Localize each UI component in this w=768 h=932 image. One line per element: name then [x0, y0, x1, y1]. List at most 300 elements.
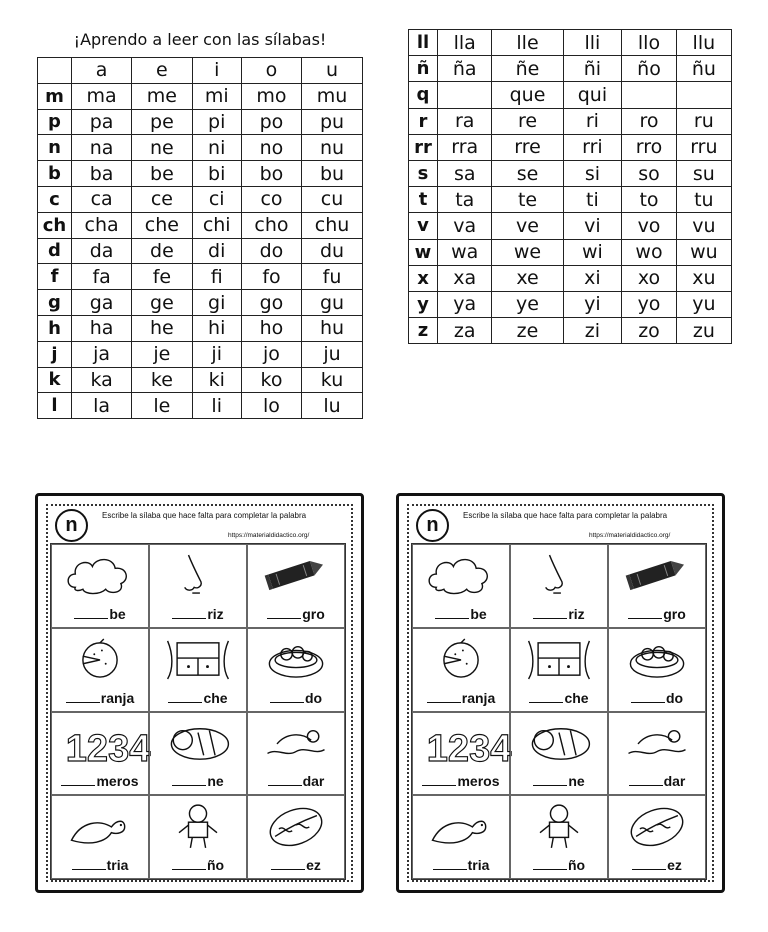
syllable-cell: pa	[72, 109, 132, 135]
table-row	[38, 238, 363, 264]
syllable-cell: ka	[72, 367, 132, 393]
word-ending: tria	[106, 857, 129, 873]
consonant-cell: j	[38, 341, 72, 367]
syllable-cell: ha	[72, 315, 132, 341]
fill-in-word	[154, 606, 242, 622]
syllable-cell	[622, 82, 676, 108]
word-ending: gro	[302, 605, 325, 622]
worksheet-item	[247, 628, 345, 712]
table-row	[38, 341, 363, 367]
word-ending: gro	[663, 605, 686, 622]
worksheet-item	[51, 628, 149, 712]
answer-blank[interactable]	[533, 609, 567, 619]
syllable-cell: wo	[622, 239, 676, 265]
consonant-cell: v	[409, 213, 438, 239]
answer-blank[interactable]	[422, 776, 456, 786]
syllable-cell: ma	[72, 83, 132, 109]
syllable-cell: pe	[132, 109, 192, 135]
fill-in-word	[417, 857, 505, 873]
syllable-cell: fu	[302, 264, 363, 290]
syllable-cell: bi	[192, 161, 241, 187]
syllable-cell: he	[132, 315, 192, 341]
table-row	[409, 82, 732, 108]
answer-blank[interactable]	[74, 609, 108, 619]
table-row	[409, 291, 732, 317]
table-row	[409, 160, 732, 186]
syllable-cell: vo	[622, 213, 676, 239]
swimmer-icon	[619, 719, 695, 767]
orange-icon	[62, 635, 138, 683]
answer-blank[interactable]	[629, 776, 663, 786]
syllable-cell: ti	[563, 187, 622, 213]
fill-in-word	[515, 606, 603, 622]
syllable-cell: que	[492, 82, 563, 108]
consonant-cell: s	[409, 160, 438, 186]
answer-blank[interactable]	[271, 860, 305, 870]
fill-in-word	[613, 773, 701, 789]
syllable-cell: si	[563, 160, 622, 186]
syllable-cell: hu	[302, 315, 363, 341]
syllable-cell: mu	[302, 83, 363, 109]
consonant-cell: h	[38, 315, 72, 341]
syllable-cell: ñi	[563, 56, 622, 82]
syllable-cell: ku	[302, 367, 363, 393]
worksheet-grid	[50, 543, 346, 880]
consonant-cell: rr	[409, 134, 438, 160]
syllable-cell: gu	[302, 290, 363, 316]
fill-in-word	[56, 690, 144, 706]
fill-in-word	[154, 773, 242, 789]
table-row	[409, 187, 732, 213]
word-ending: che	[564, 689, 589, 706]
fill-in-word	[613, 857, 701, 873]
syllable-cell: me	[132, 83, 192, 109]
worksheet-item	[51, 712, 149, 796]
syllable-cell: we	[492, 239, 563, 265]
worksheet-item	[149, 628, 247, 712]
syllable-cell: no	[241, 135, 301, 161]
syllable-cell: ñe	[492, 56, 563, 82]
consonant-cell: t	[409, 187, 438, 213]
consonant-cell: z	[409, 318, 438, 344]
syllable-cell: cu	[302, 186, 363, 212]
syllable-cell: mo	[241, 83, 301, 109]
syllable-cell: lla	[438, 30, 492, 56]
worksheet-item	[149, 712, 247, 796]
syllable-cell: lle	[492, 30, 563, 56]
syllable-cell: co	[241, 186, 301, 212]
nose-icon	[521, 551, 597, 599]
table-row	[38, 83, 363, 109]
worksheet-item	[51, 544, 149, 628]
answer-blank[interactable]	[66, 693, 100, 703]
word-ending: ranja	[100, 689, 135, 706]
syllable-cell: rre	[492, 134, 563, 160]
table-row	[409, 30, 732, 56]
consonant-cell: y	[409, 291, 438, 317]
syllable-cell: jo	[241, 341, 301, 367]
swimmer-icon	[258, 719, 334, 767]
syllable-cell: ca	[72, 186, 132, 212]
syllable-cell: se	[492, 160, 563, 186]
word-ending: ño	[567, 857, 586, 873]
syllable-cell: go	[241, 290, 301, 316]
fill-in-word	[515, 690, 603, 706]
syllable-cell: qui	[563, 82, 622, 108]
consonant-cell: w	[409, 239, 438, 265]
table-header-row	[38, 58, 363, 84]
syllable-cell: bu	[302, 161, 363, 187]
syllable-cell: xo	[622, 265, 676, 291]
syllable-cell: le	[132, 393, 192, 419]
syllable-cell: la	[72, 393, 132, 419]
table-row	[409, 239, 732, 265]
syllable-cell: xa	[438, 265, 492, 291]
vowel-header	[38, 58, 72, 84]
syllable-cell: ne	[132, 135, 192, 161]
syllable-cell: ñu	[676, 56, 731, 82]
syllable-cell: ro	[622, 108, 676, 134]
answer-blank[interactable]	[632, 860, 666, 870]
worksheet-item	[608, 795, 706, 879]
syllable-cell: xi	[563, 265, 622, 291]
syllable-cell: chi	[192, 212, 241, 238]
syllable-cell: po	[241, 109, 301, 135]
crayon-icon	[258, 551, 334, 599]
syllable-cell: sa	[438, 160, 492, 186]
consonant-cell: f	[38, 264, 72, 290]
syllable-cell: ge	[132, 290, 192, 316]
table-row	[409, 318, 732, 344]
worksheet-item	[149, 544, 247, 628]
answer-blank[interactable]	[172, 860, 206, 870]
syllable-cell: rro	[622, 134, 676, 160]
consonant-cell: p	[38, 109, 72, 135]
syllable-cell: so	[622, 160, 676, 186]
fill-in-word	[613, 690, 701, 706]
nest-icon	[619, 635, 695, 683]
consonant-cell: l	[38, 393, 72, 419]
syllable-cell: ri	[563, 108, 622, 134]
consonant-cell: g	[38, 290, 72, 316]
syllable-cell: che	[132, 212, 192, 238]
worksheet-item	[247, 544, 345, 628]
answer-blank[interactable]	[268, 776, 302, 786]
syllable-cell: ya	[438, 291, 492, 317]
table-row	[409, 56, 732, 82]
syllable-cell: fi	[192, 264, 241, 290]
fill-in-word	[252, 690, 340, 706]
word-ending: meros	[457, 773, 500, 790]
fill-in-word	[56, 857, 144, 873]
syllable-cell: ra	[438, 108, 492, 134]
syllable-cell: va	[438, 213, 492, 239]
answer-blank[interactable]	[172, 609, 206, 619]
otter-icon	[62, 802, 138, 850]
fill-in-word	[515, 857, 603, 873]
answer-blank[interactable]	[435, 609, 469, 619]
worksheet-item	[510, 795, 608, 879]
table-row	[38, 135, 363, 161]
letter-badge: n	[55, 509, 88, 542]
consonant-cell: d	[38, 238, 72, 264]
syllable-cell: ho	[241, 315, 301, 341]
word-ending: ne	[568, 773, 585, 790]
syllable-cell: yo	[622, 291, 676, 317]
answer-blank[interactable]	[628, 609, 662, 619]
consonant-cell: n	[38, 135, 72, 161]
syllable-cell: fa	[72, 264, 132, 290]
table-row	[38, 315, 363, 341]
syllable-cell: ci	[192, 186, 241, 212]
nightstand-icon	[521, 635, 597, 683]
syllable-cell: nu	[302, 135, 363, 161]
worksheet-item	[247, 795, 345, 879]
worksheet-item	[412, 544, 510, 628]
consonant-cell: c	[38, 186, 72, 212]
word-ending: ez	[667, 857, 682, 873]
fill-in-word	[154, 857, 242, 873]
fill-in-word	[417, 606, 505, 622]
syllable-cell: bo	[241, 161, 301, 187]
table-row	[409, 108, 732, 134]
answer-blank[interactable]	[267, 609, 301, 619]
syllable-cell: cha	[72, 212, 132, 238]
vowel-header: u	[302, 58, 363, 84]
cloud-icon	[62, 551, 138, 599]
table-row	[38, 109, 363, 135]
numbers-icon	[423, 719, 512, 770]
worksheet-item	[608, 712, 706, 796]
syllable-cell: tu	[676, 187, 731, 213]
syllable-table-right	[408, 29, 732, 344]
table-row	[409, 265, 732, 291]
syllable-cell: hi	[192, 315, 241, 341]
fill-in-word	[417, 773, 505, 789]
worksheet-item	[510, 628, 608, 712]
worksheet-url: https://materialdidactico.org/	[589, 532, 671, 539]
syllable-cell: ga	[72, 290, 132, 316]
syllable-cell	[676, 82, 731, 108]
syllable-cell: ve	[492, 213, 563, 239]
baby-icon	[160, 719, 236, 767]
syllable-cell: ño	[622, 56, 676, 82]
answer-blank[interactable]	[533, 860, 567, 870]
word-ending: che	[203, 689, 228, 706]
worksheet-item	[608, 544, 706, 628]
syllable-cell: vu	[676, 213, 731, 239]
word-ending: ez	[306, 857, 321, 873]
word-ending: dar	[302, 773, 325, 790]
syllable-cell: ña	[438, 56, 492, 82]
syllable-cell: fe	[132, 264, 192, 290]
syllable-cell: de	[132, 238, 192, 264]
worksheet-instruction: Escribe la sílaba que hace falta para completar la palabra	[102, 511, 307, 520]
syllable-cell: su	[676, 160, 731, 186]
syllable-cell: ki	[192, 367, 241, 393]
word-ending: do	[665, 689, 684, 706]
syllable-cell: xe	[492, 265, 563, 291]
worksheet-item	[510, 712, 608, 796]
syllable-cell: ju	[302, 341, 363, 367]
word-ending: riz	[207, 605, 224, 622]
answer-blank[interactable]	[172, 776, 206, 786]
syllable-cell: li	[192, 393, 241, 419]
syllable-cell: xu	[676, 265, 731, 291]
syllable-cell	[438, 82, 492, 108]
child-icon	[521, 802, 597, 850]
syllable-cell: yi	[563, 291, 622, 317]
worksheet-right	[396, 493, 725, 893]
word-ending: ranja	[461, 689, 496, 706]
nose-icon	[160, 551, 236, 599]
fill-in-word	[417, 690, 505, 706]
word-ending: ño	[206, 857, 225, 873]
answer-blank[interactable]	[270, 693, 304, 703]
child-icon	[160, 802, 236, 850]
syllable-cell: ta	[438, 187, 492, 213]
syllable-cell: ja	[72, 341, 132, 367]
table-row	[38, 186, 363, 212]
nightstand-icon	[160, 635, 236, 683]
syllable-cell: ji	[192, 341, 241, 367]
syllable-cell: pi	[192, 109, 241, 135]
vowel-header: e	[132, 58, 192, 84]
orange-icon	[423, 635, 499, 683]
table-row	[38, 290, 363, 316]
fill-in-word	[613, 606, 701, 622]
table-row	[38, 393, 363, 419]
syllable-cell: pu	[302, 109, 363, 135]
syllable-cell: za	[438, 318, 492, 344]
syllable-table-left	[37, 57, 363, 419]
word-ending: riz	[568, 605, 585, 622]
syllable-cell: fo	[241, 264, 301, 290]
worksheet-url: https://materialdidactico.org/	[228, 532, 310, 539]
syllable-cell: da	[72, 238, 132, 264]
table-row	[409, 134, 732, 160]
fill-in-word	[56, 606, 144, 622]
fill-in-word	[56, 773, 144, 789]
worksheet-grid	[411, 543, 707, 880]
fill-in-word	[252, 857, 340, 873]
syllable-cell: wi	[563, 239, 622, 265]
fill-in-word	[252, 773, 340, 789]
walnut-icon	[258, 802, 334, 850]
fill-in-word	[252, 606, 340, 622]
answer-blank[interactable]	[168, 693, 202, 703]
answer-blank[interactable]	[433, 860, 467, 870]
syllable-cell: ye	[492, 291, 563, 317]
word-ending: tria	[467, 857, 490, 873]
syllable-cell: rru	[676, 134, 731, 160]
consonant-cell: m	[38, 83, 72, 109]
syllable-cell: ce	[132, 186, 192, 212]
syllable-cell: ru	[676, 108, 731, 134]
syllable-cell: be	[132, 161, 192, 187]
syllable-cell: gi	[192, 290, 241, 316]
word-ending: ne	[207, 773, 224, 790]
svg-text:1234: 1234	[426, 727, 512, 770]
worksheet-instruction: Escribe la sílaba que hace falta para completar la palabra	[463, 511, 668, 520]
otter-icon	[423, 802, 499, 850]
syllable-cell: rri	[563, 134, 622, 160]
svg-text:1234: 1234	[65, 727, 151, 770]
worksheet-left	[35, 493, 364, 893]
numbers-icon	[62, 719, 151, 770]
syllable-cell: te	[492, 187, 563, 213]
syllable-cell: ba	[72, 161, 132, 187]
syllable-cell: re	[492, 108, 563, 134]
syllable-cell: do	[241, 238, 301, 264]
syllable-cell: lli	[563, 30, 622, 56]
vowel-header: a	[72, 58, 132, 84]
syllable-cell: mi	[192, 83, 241, 109]
table-row	[38, 264, 363, 290]
answer-blank[interactable]	[427, 693, 461, 703]
worksheet-item	[412, 712, 510, 796]
fill-in-word	[515, 773, 603, 789]
syllable-cell: to	[622, 187, 676, 213]
table-row	[409, 213, 732, 239]
fill-in-word	[154, 690, 242, 706]
consonant-cell: ch	[38, 212, 72, 238]
syllable-cell: du	[302, 238, 363, 264]
worksheet-item	[510, 544, 608, 628]
syllable-cell: yu	[676, 291, 731, 317]
syllable-cell: rra	[438, 134, 492, 160]
worksheet-item	[247, 712, 345, 796]
syllable-cell: lu	[302, 393, 363, 419]
worksheet-item	[608, 628, 706, 712]
syllable-cell: di	[192, 238, 241, 264]
vowel-header: i	[192, 58, 241, 84]
worksheet-item	[412, 628, 510, 712]
syllable-cell: wu	[676, 239, 731, 265]
table-row	[38, 367, 363, 393]
answer-blank[interactable]	[61, 776, 95, 786]
worksheet-item	[412, 795, 510, 879]
syllable-table-title: ¡Aprendo a leer con las sílabas!	[73, 30, 327, 49]
syllable-cell: cho	[241, 212, 301, 238]
answer-blank[interactable]	[72, 860, 106, 870]
baby-icon	[521, 719, 597, 767]
worksheet-item	[149, 795, 247, 879]
syllable-cell: zi	[563, 318, 622, 344]
worksheet-item	[51, 795, 149, 879]
answer-blank[interactable]	[631, 693, 665, 703]
syllable-cell: ke	[132, 367, 192, 393]
answer-blank[interactable]	[533, 776, 567, 786]
consonant-cell: ll	[409, 30, 438, 56]
syllable-cell: na	[72, 135, 132, 161]
crayon-icon	[619, 551, 695, 599]
syllable-cell: llu	[676, 30, 731, 56]
consonant-cell: b	[38, 161, 72, 187]
walnut-icon	[619, 802, 695, 850]
word-ending: be	[109, 605, 126, 622]
word-ending: meros	[96, 773, 139, 790]
letter-badge: n	[416, 509, 449, 542]
consonant-cell: x	[409, 265, 438, 291]
vowel-header: o	[241, 58, 301, 84]
table-row	[38, 161, 363, 187]
consonant-cell: q	[409, 82, 438, 108]
syllable-cell: vi	[563, 213, 622, 239]
syllable-cell: chu	[302, 212, 363, 238]
nest-icon	[258, 635, 334, 683]
answer-blank[interactable]	[529, 693, 563, 703]
